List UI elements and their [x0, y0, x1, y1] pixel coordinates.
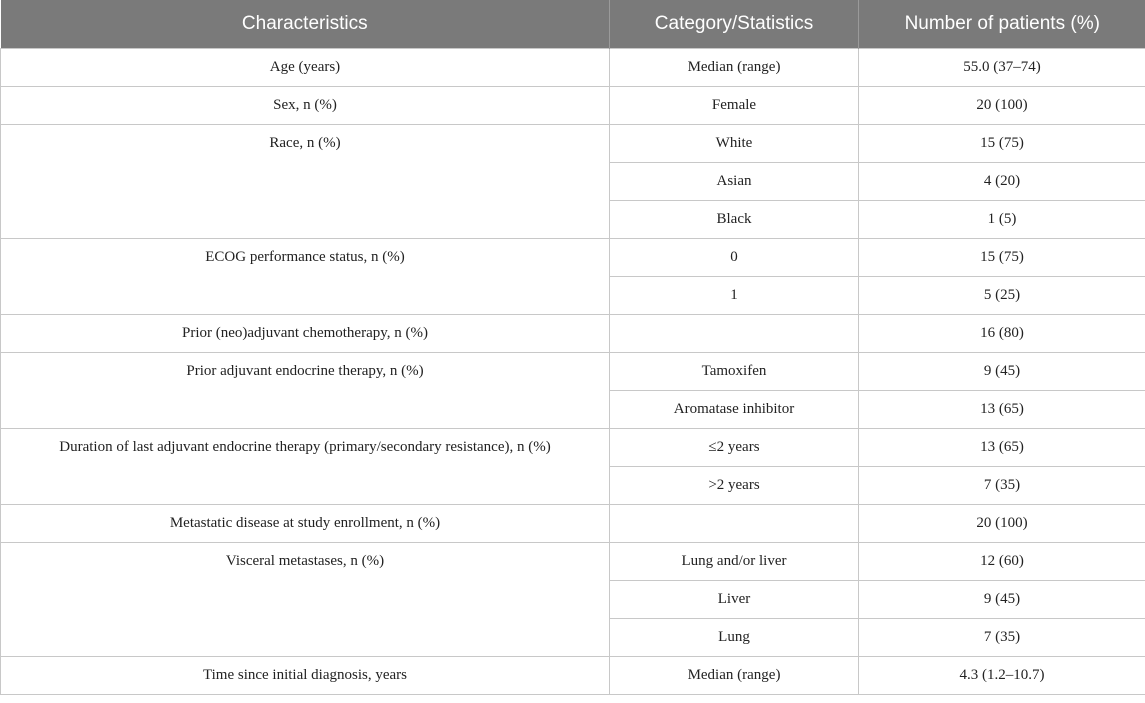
patient-count-cell: 13 (65)	[859, 429, 1145, 467]
patient-count-cell: 7 (35)	[859, 619, 1145, 657]
patient-count-cell: 4 (20)	[859, 163, 1145, 201]
category-cell: Aromatase inhibitor	[610, 391, 859, 429]
table-row	[1, 429, 1145, 467]
patient-count-cell: 15 (75)	[859, 125, 1145, 163]
category-cell: ≤2 years	[610, 429, 859, 467]
characteristic-cell: Race, n (%)	[1, 125, 610, 239]
category-cell: 0	[610, 239, 859, 277]
category-cell: Black	[610, 201, 859, 239]
category-cell: Asian	[610, 163, 859, 201]
header-row	[1, 0, 1145, 49]
table-row	[1, 315, 1145, 353]
table-row	[1, 239, 1145, 277]
patient-count-cell: 55.0 (37–74)	[859, 49, 1145, 87]
patient-count-cell: 20 (100)	[859, 505, 1145, 543]
table-row	[1, 125, 1145, 163]
category-cell: 1	[610, 277, 859, 315]
patient-count-cell: 12 (60)	[859, 543, 1145, 581]
category-cell: Tamoxifen	[610, 353, 859, 391]
patient-count-cell: 9 (45)	[859, 581, 1145, 619]
characteristic-cell: Sex, n (%)	[1, 87, 610, 125]
category-cell: Liver	[610, 581, 859, 619]
table-header	[1, 0, 1145, 49]
table-body	[1, 49, 1145, 695]
characteristic-cell: Duration of last adjuvant endocrine therapy (primary/secondary resistance), n (%)	[1, 429, 610, 505]
category-cell: Median (range)	[610, 49, 859, 87]
table-row	[1, 657, 1145, 695]
header-number-of-patients: Number of patients (%)	[859, 0, 1145, 49]
category-cell: Lung	[610, 619, 859, 657]
patient-count-cell: 20 (100)	[859, 87, 1145, 125]
header-category-statistics: Category/Statistics	[610, 0, 859, 49]
category-cell: Median (range)	[610, 657, 859, 695]
patient-count-cell: 5 (25)	[859, 277, 1145, 315]
patient-count-cell: 13 (65)	[859, 391, 1145, 429]
category-cell: Lung and/or liver	[610, 543, 859, 581]
characteristic-cell: ECOG performance status, n (%)	[1, 239, 610, 315]
characteristic-cell: Prior (neo)adjuvant chemotherapy, n (%)	[1, 315, 610, 353]
characteristic-cell: Visceral metastases, n (%)	[1, 543, 610, 657]
patient-count-cell: 15 (75)	[859, 239, 1145, 277]
category-cell: Female	[610, 87, 859, 125]
table-row	[1, 353, 1145, 391]
category-cell	[610, 315, 859, 353]
table-row	[1, 49, 1145, 87]
category-cell: >2 years	[610, 467, 859, 505]
header-characteristics: Characteristics	[1, 0, 610, 49]
patient-count-cell: 9 (45)	[859, 353, 1145, 391]
category-cell: White	[610, 125, 859, 163]
characteristic-cell: Metastatic disease at study enrollment, n (%)	[1, 505, 610, 543]
characteristic-cell: Prior adjuvant endocrine therapy, n (%)	[1, 353, 610, 429]
patient-count-cell: 1 (5)	[859, 201, 1145, 239]
category-cell	[610, 505, 859, 543]
table-row	[1, 543, 1145, 581]
patient-count-cell: 4.3 (1.2–10.7)	[859, 657, 1145, 695]
table-row	[1, 87, 1145, 125]
characteristic-cell: Age (years)	[1, 49, 610, 87]
patient-count-cell: 7 (35)	[859, 467, 1145, 505]
characteristic-cell: Time since initial diagnosis, years	[1, 657, 610, 695]
table-row	[1, 505, 1145, 543]
patient-count-cell: 16 (80)	[859, 315, 1145, 353]
